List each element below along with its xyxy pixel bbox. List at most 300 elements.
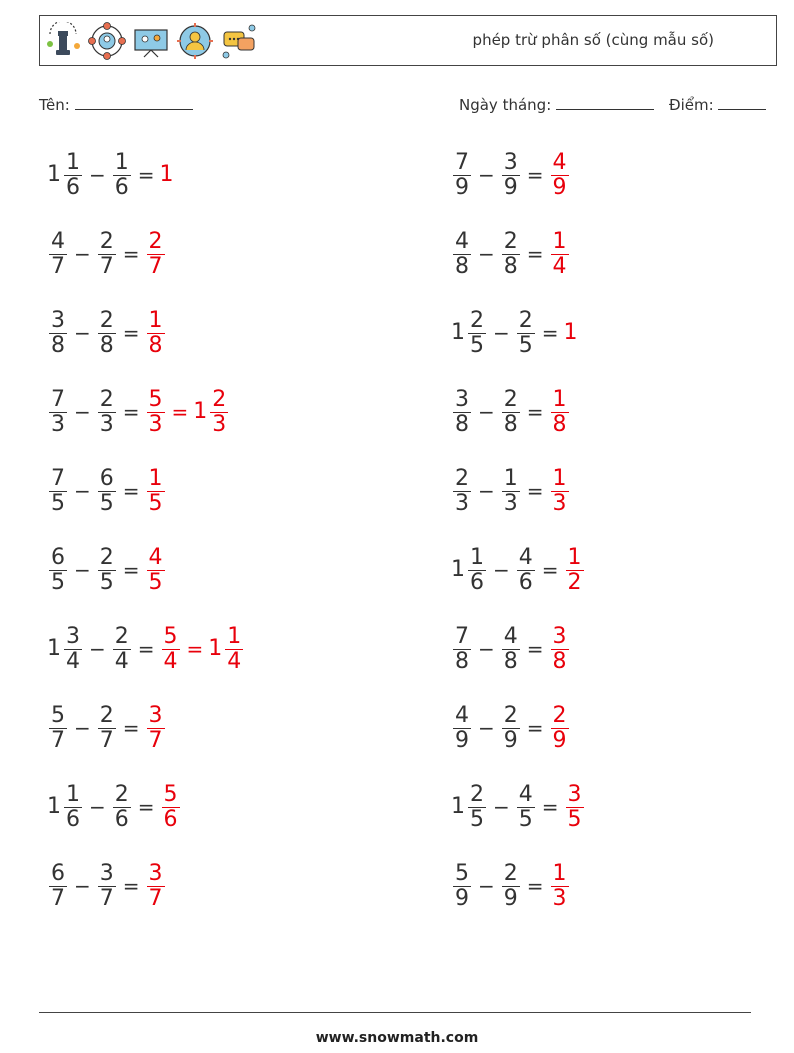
denominator: 7: [51, 253, 65, 279]
fraction: [453, 625, 471, 674]
denominator: 7: [148, 727, 163, 753]
fraction: [551, 625, 569, 674]
fraction: [453, 704, 471, 753]
denominator: 4: [227, 648, 242, 674]
numerator: 5: [163, 623, 178, 649]
numerator: 2: [503, 702, 518, 728]
denominator: 5: [567, 806, 582, 832]
numerator: 2: [455, 465, 469, 491]
numerator: 2: [503, 228, 518, 254]
answer: [145, 467, 167, 516]
fraction: [49, 230, 67, 279]
numerator: 2: [114, 781, 129, 807]
answer-value: [145, 862, 167, 911]
answer: [549, 625, 571, 674]
fraction: [147, 388, 165, 437]
denominator: 6: [66, 174, 80, 200]
answer-mixed-number: [208, 625, 245, 674]
minuend: [47, 862, 69, 911]
minus-sign: −: [493, 558, 510, 582]
numerator: 3: [455, 386, 469, 412]
numerator: 1: [552, 228, 567, 254]
fraction: [98, 862, 116, 911]
numerator: 1: [552, 465, 567, 491]
denominator: 9: [552, 727, 567, 753]
minuend: [47, 783, 84, 832]
answer: [564, 546, 586, 595]
minuend: [451, 467, 473, 516]
equals-sign: =: [526, 400, 544, 424]
minuend: [47, 388, 69, 437]
minus-sign: −: [89, 163, 106, 187]
fraction: [502, 388, 520, 437]
fraction: [98, 467, 116, 516]
denominator: 9: [552, 174, 567, 200]
denominator: 4: [163, 648, 178, 674]
minuend: [451, 230, 473, 279]
answer-equals-sign: =: [186, 637, 204, 661]
fraction: [147, 230, 165, 279]
answer-value: [549, 230, 571, 279]
fraction: [453, 467, 471, 516]
date-blank[interactable]: [556, 95, 654, 110]
denominator: 3: [503, 490, 518, 516]
minus-sign: −: [478, 874, 495, 898]
numerator: 1: [227, 623, 242, 649]
problem-7: [47, 619, 245, 679]
answer: [145, 309, 167, 358]
answer-value: [145, 704, 167, 753]
denominator: 8: [503, 648, 518, 674]
equals-sign: =: [541, 321, 559, 345]
fraction: [162, 625, 180, 674]
denominator: 5: [470, 806, 484, 832]
name-label: Tên:: [39, 96, 70, 114]
denominator: 9: [503, 727, 518, 753]
whole-number: 1: [451, 320, 465, 345]
numerator: 3: [99, 860, 114, 886]
fraction: [517, 309, 535, 358]
numerator: 1: [114, 149, 129, 175]
answer: [549, 230, 571, 279]
fraction: [517, 546, 535, 595]
numerator: 4: [148, 544, 163, 570]
numerator: 2: [99, 228, 114, 254]
fraction: [453, 862, 471, 911]
answer: [145, 862, 167, 911]
numerator: 1: [503, 465, 518, 491]
equals-sign: =: [526, 479, 544, 503]
fraction: [453, 151, 471, 200]
numerator: 2: [114, 623, 129, 649]
numerator: 3: [552, 623, 567, 649]
problem-20: [451, 856, 571, 916]
numerator: 2: [518, 307, 533, 333]
minus-sign: −: [89, 637, 106, 661]
numerator: 2: [99, 307, 114, 333]
problem-1: [47, 145, 175, 205]
denominator: 6: [163, 806, 178, 832]
minuend: [47, 625, 84, 674]
denominator: 5: [518, 806, 533, 832]
problem-5: [47, 461, 167, 521]
minus-sign: −: [478, 716, 495, 740]
subtrahend: [500, 704, 522, 753]
minuend: [47, 309, 69, 358]
subtrahend: [500, 388, 522, 437]
equals-sign: =: [541, 795, 559, 819]
problem-10: [47, 856, 167, 916]
fraction: [98, 704, 116, 753]
denominator: 8: [99, 332, 114, 358]
numerator: 2: [503, 860, 518, 886]
subtrahend: [96, 309, 118, 358]
subtrahend: [111, 783, 133, 832]
fraction: [551, 388, 569, 437]
minuend: [451, 309, 488, 358]
answer: [160, 783, 182, 832]
minus-sign: −: [493, 321, 510, 345]
answer-value: [564, 322, 579, 344]
denominator: 3: [99, 411, 114, 437]
minus-sign: −: [478, 163, 495, 187]
problem-3: [47, 303, 167, 363]
numerator: 6: [51, 544, 65, 570]
denominator: 8: [455, 648, 469, 674]
denominator: 4: [552, 253, 567, 279]
answer-value: [160, 164, 175, 186]
minus-sign: −: [478, 400, 495, 424]
answer-equals-sign: =: [171, 400, 189, 424]
answer: [564, 783, 586, 832]
answer-value: [160, 783, 182, 832]
answer: [145, 704, 167, 753]
numerator: 3: [148, 702, 163, 728]
numerator: 3: [51, 307, 65, 333]
answer-value: [564, 546, 586, 595]
equals-sign: =: [541, 558, 559, 582]
subtrahend: [500, 151, 522, 200]
equals-sign: =: [137, 637, 155, 661]
problem-2: [47, 224, 167, 284]
numerator: 3: [148, 860, 163, 886]
minuend: [47, 151, 84, 200]
minuend: [451, 704, 473, 753]
numerator: 6: [51, 860, 65, 886]
numerator: 2: [99, 544, 114, 570]
subtrahend: [96, 467, 118, 516]
fraction: [147, 546, 165, 595]
denominator: 9: [503, 174, 518, 200]
answer: [549, 862, 571, 911]
worksheet-title: phép trừ phân số (cùng mẫu số): [472, 31, 714, 49]
denominator: 7: [51, 885, 65, 911]
subtrahend: [500, 230, 522, 279]
denominator: 3: [212, 411, 227, 437]
fraction: [502, 862, 520, 911]
name-blank[interactable]: [75, 95, 193, 110]
whole-number: 1: [47, 162, 61, 187]
numerator: 2: [552, 702, 567, 728]
minus-sign: −: [493, 795, 510, 819]
minus-sign: −: [89, 795, 106, 819]
minuend: [451, 783, 488, 832]
denominator: 5: [51, 569, 65, 595]
problem-18: [451, 698, 571, 758]
answer: [549, 388, 571, 437]
numerator: 1: [66, 149, 80, 175]
denominator: 3: [148, 411, 163, 437]
whole-number: 1: [563, 320, 578, 345]
whole-number: 1: [47, 636, 61, 661]
minus-sign: −: [74, 321, 91, 345]
denominator: 6: [66, 806, 80, 832]
denominator: 8: [455, 411, 469, 437]
minus-sign: −: [74, 400, 91, 424]
answer: [564, 322, 579, 344]
numerator: 2: [503, 386, 518, 412]
equals-sign: =: [137, 795, 155, 819]
answer: [549, 704, 571, 753]
answer: [160, 164, 175, 186]
fraction: [49, 862, 67, 911]
denominator: 8: [552, 411, 567, 437]
numerator: 1: [567, 544, 582, 570]
denominator: 7: [99, 885, 114, 911]
subtrahend: [500, 467, 522, 516]
fraction: [225, 625, 243, 674]
denominator: 4: [114, 648, 129, 674]
whole-number: 1: [47, 794, 61, 819]
numerator: 4: [455, 228, 469, 254]
equals-sign: =: [526, 242, 544, 266]
equals-sign: =: [526, 716, 544, 740]
equals-sign: =: [526, 637, 544, 661]
fraction: [468, 783, 486, 832]
numerator: 7: [455, 149, 469, 175]
numerator: 5: [51, 702, 65, 728]
denominator: 7: [148, 885, 163, 911]
equals-sign: =: [122, 321, 140, 345]
fraction: [113, 151, 131, 200]
minus-sign: −: [478, 242, 495, 266]
answer: [549, 467, 571, 516]
fraction: [49, 704, 67, 753]
answer: [160, 625, 246, 674]
denominator: 8: [455, 253, 469, 279]
problem-4: [47, 382, 230, 442]
answer-value: [145, 388, 167, 437]
subtrahend: [515, 309, 537, 358]
numerator: 4: [503, 623, 518, 649]
subtrahend: [96, 230, 118, 279]
equals-sign: =: [122, 242, 140, 266]
numerator: 1: [552, 860, 567, 886]
whole-number: 1: [159, 162, 174, 187]
footer-divider: [39, 1012, 751, 1013]
denominator: 8: [51, 332, 65, 358]
fraction: [453, 388, 471, 437]
fraction: [49, 467, 67, 516]
fraction: [98, 309, 116, 358]
numerator: 5: [455, 860, 469, 886]
subtrahend: [96, 388, 118, 437]
denominator: 9: [455, 885, 469, 911]
subtrahend: [111, 151, 133, 200]
numerator: 2: [148, 228, 163, 254]
denominator: 5: [99, 569, 114, 595]
minuend: [451, 546, 488, 595]
presentation-board-icon: [132, 22, 170, 60]
equals-sign: =: [137, 163, 155, 187]
subtrahend: [500, 625, 522, 674]
equals-sign: =: [122, 716, 140, 740]
denominator: 3: [552, 490, 567, 516]
equals-sign: =: [122, 400, 140, 424]
answer: [145, 388, 231, 437]
numerator: 6: [99, 465, 114, 491]
denominator: 6: [114, 174, 129, 200]
minus-sign: −: [74, 558, 91, 582]
denominator: 7: [51, 727, 65, 753]
answer-value: [549, 704, 571, 753]
fraction: [551, 151, 569, 200]
answer-mixed-number: [193, 388, 230, 437]
equals-sign: =: [526, 874, 544, 898]
date-field: [459, 95, 654, 114]
denominator: 3: [455, 490, 469, 516]
fraction: [147, 467, 165, 516]
numerator: 3: [503, 149, 518, 175]
denominator: 8: [503, 253, 518, 279]
subtrahend: [96, 546, 118, 595]
subtrahend: [96, 862, 118, 911]
minuend: [47, 467, 69, 516]
numerator: 4: [51, 228, 65, 254]
minuend: [47, 230, 69, 279]
fraction: [502, 230, 520, 279]
denominator: 5: [99, 490, 114, 516]
fraction: [98, 230, 116, 279]
minuend: [47, 546, 69, 595]
fraction: [49, 388, 67, 437]
denominator: 3: [552, 885, 567, 911]
fraction: [502, 151, 520, 200]
denominator: 5: [518, 332, 533, 358]
problem-9: [47, 777, 182, 837]
numerator: 4: [518, 544, 533, 570]
numerator: 1: [148, 465, 163, 491]
answer-value: [549, 388, 571, 437]
problem-11: [451, 145, 571, 205]
numerator: 1: [470, 544, 484, 570]
numerator: 1: [148, 307, 163, 333]
whole-number: 1: [451, 794, 465, 819]
date-label: Ngày tháng:: [459, 96, 552, 114]
fraction: [551, 467, 569, 516]
problem-6: [47, 540, 167, 600]
numerator: 2: [470, 781, 484, 807]
numerator: 5: [148, 386, 163, 412]
whole-number: 1: [451, 557, 465, 582]
numerator: 7: [455, 623, 469, 649]
denominator: 8: [148, 332, 163, 358]
problem-8: [47, 698, 167, 758]
answer-value: [160, 625, 182, 674]
numerator: 7: [51, 465, 65, 491]
problem-14: [451, 382, 571, 442]
fraction: [551, 704, 569, 753]
subtrahend: [515, 546, 537, 595]
denominator: 5: [148, 569, 163, 595]
numerator: 2: [212, 386, 227, 412]
equals-sign: =: [122, 558, 140, 582]
denominator: 7: [99, 727, 114, 753]
denominator: 3: [51, 411, 65, 437]
denominator: 5: [470, 332, 484, 358]
minus-sign: −: [74, 874, 91, 898]
fraction: [147, 309, 165, 358]
denominator: 5: [148, 490, 163, 516]
equals-sign: =: [526, 163, 544, 187]
fraction: [162, 783, 180, 832]
numerator: 1: [66, 781, 80, 807]
answer: [145, 546, 167, 595]
denominator: 9: [455, 727, 469, 753]
problem-19: [451, 777, 586, 837]
numerator: 2: [470, 307, 484, 333]
denominator: 7: [99, 253, 114, 279]
numerator: 4: [518, 781, 533, 807]
answer-value: [145, 467, 167, 516]
minus-sign: −: [74, 242, 91, 266]
user-target-icon: [176, 22, 214, 60]
denominator: 6: [470, 569, 484, 595]
answer-value: [145, 546, 167, 595]
minus-sign: −: [74, 479, 91, 503]
problem-15: [451, 461, 571, 521]
answer-value: [549, 862, 571, 911]
denominator: 4: [66, 648, 80, 674]
subtrahend: [111, 625, 133, 674]
score-blank[interactable]: [718, 95, 766, 110]
fraction: [517, 783, 535, 832]
numerator: 4: [455, 702, 469, 728]
footer-url: www.snowmath.com: [315, 1030, 479, 1046]
name-field: [39, 95, 193, 114]
fraction: [64, 151, 82, 200]
denominator: 2: [567, 569, 582, 595]
minuend: [451, 151, 473, 200]
subtrahend: [96, 704, 118, 753]
whole-number: 1: [208, 636, 223, 661]
denominator: 5: [51, 490, 65, 516]
fraction: [113, 783, 131, 832]
fraction: [551, 862, 569, 911]
fraction: [64, 783, 82, 832]
fraction: [49, 309, 67, 358]
minus-sign: −: [74, 716, 91, 740]
minuend: [451, 388, 473, 437]
numerator: 2: [99, 386, 114, 412]
fraction: [468, 546, 486, 595]
answer: [549, 151, 571, 200]
subtrahend: [515, 783, 537, 832]
fraction: [566, 783, 584, 832]
numerator: 1: [552, 386, 567, 412]
fraction: [502, 467, 520, 516]
minuend: [47, 704, 69, 753]
